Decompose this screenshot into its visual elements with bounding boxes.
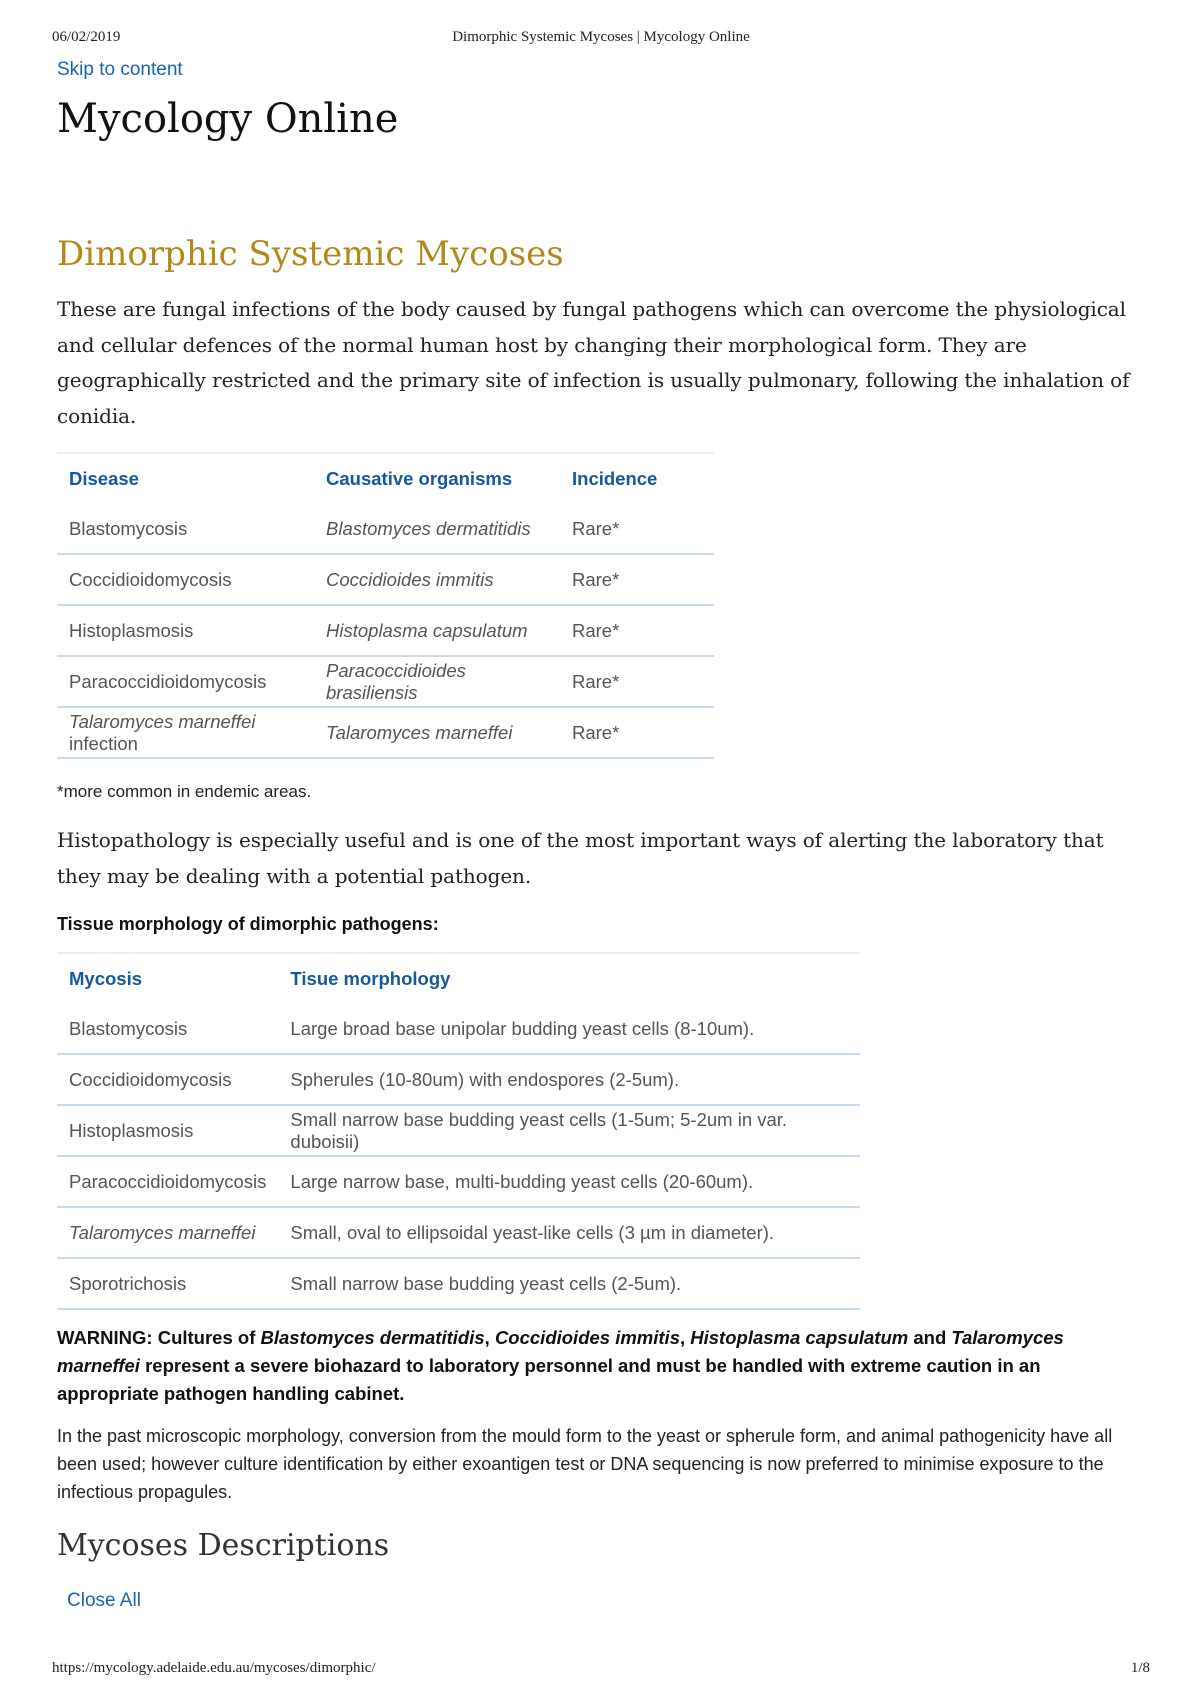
print-page-number: 1/8 — [1130, 1660, 1150, 1676]
table-row — [57, 504, 714, 554]
table-row — [57, 656, 714, 707]
disease-suffix: infection — [69, 732, 138, 754]
mycosis-cell — [57, 1207, 278, 1258]
morphology-cell: Spherules (10-80um) with endospores (2-5um). — [278, 1054, 860, 1105]
organism-name: Paracoccidioides brasiliensis — [326, 659, 466, 703]
disease-cell: Blastomycosis — [69, 517, 188, 539]
warning-organism: Coccidioides immitis — [494, 1327, 680, 1348]
table-row — [57, 1105, 860, 1156]
tissue-morphology-table — [57, 952, 860, 1310]
print-header — [52, 29, 1150, 49]
organism-name: Blastomyces dermatitidis — [326, 517, 531, 539]
mycosis-cell: Blastomycosis — [69, 1017, 188, 1039]
column-header-incidence: Incidence — [560, 453, 714, 504]
warning-organism: Talaromyces marneffei — [57, 1327, 1064, 1376]
intro-paragraph: These are fungal infections of the body caused by fungal pathogens which can overcome the physiological and cellular defences of the normal human host by changing their morphological form. They are geographically restricted and the primary site of infection is usually pulmonary, following the inhalation of conidia. — [57, 297, 1130, 428]
histopathology-paragraph: Histopathology is especially useful and is one of the most important ways of alerting the laboratory that they may be dealing with a potential pathogen. — [57, 828, 1104, 888]
disease-table — [57, 452, 714, 759]
organism-name: Histoplasma capsulatum — [326, 619, 528, 641]
organism-name: Coccidioides immitis — [326, 568, 494, 590]
column-header-morphology: Tisue morphology — [278, 953, 860, 1004]
section-title-mycoses-descriptions: Mycoses Descriptions — [57, 1528, 390, 1563]
column-header-disease: Disease — [57, 453, 314, 504]
table-row — [57, 605, 714, 656]
column-header-mycosis: Mycosis — [57, 953, 278, 1004]
table-row — [57, 1156, 860, 1207]
skip-to-content-link[interactable]: Skip to content — [57, 59, 183, 80]
warning-suffix: represent a severe biohazard to laboratory personnel and must be handled with extreme caution in an appropriate pathogen handling cabinet. — [57, 1355, 1041, 1404]
close-all-button[interactable]: Close All — [67, 1590, 141, 1611]
print-footer — [52, 1660, 1150, 1680]
incidence-cell: Rare* — [572, 517, 620, 539]
morphology-cell: Small narrow base budding yeast cells (2-5um). — [278, 1258, 860, 1309]
organism-cell — [314, 504, 560, 554]
past-methods-paragraph: In the past microscopic morphology, conversion from the mould form to the yeast or spherule form, and animal pathogenicity have all been used; however culture identification by either exoantigen test or DNA sequencing is now preferred to minimise exposure to the infectious propagules. — [57, 1426, 1113, 1502]
table-row — [57, 707, 714, 758]
incidence-cell: Rare* — [560, 554, 714, 605]
mycosis-cell: Histoplasmosis — [57, 1105, 278, 1156]
tissue-morphology-label: Tissue morphology of dimorphic pathogens: — [57, 914, 439, 934]
disease-italic-name: Talaromyces marneffei — [69, 710, 256, 732]
print-date: 06/02/2019 — [52, 29, 121, 45]
morphology-cell: Small narrow base budding yeast cells (1-5um; 5-2um in var. duboisii) — [278, 1105, 860, 1156]
organism-name: Talaromyces marneffei — [326, 721, 513, 743]
organism-cell — [314, 707, 560, 758]
morphology-cell: Large narrow base, multi-budding yeast cells (20-60um). — [278, 1156, 860, 1207]
disease-cell: Coccidioidomycosis — [57, 554, 314, 605]
print-page-title: Dimorphic Systemic Mycoses | Mycology Online — [452, 29, 750, 45]
disease-cell: Histoplasmosis — [57, 605, 314, 656]
table-row — [57, 1258, 860, 1309]
page-title: Dimorphic Systemic Mycoses — [57, 234, 564, 274]
organism-cell — [314, 605, 560, 656]
morphology-cell: Small, oval to ellipsoidal yeast-like cells (3 µm in diameter). — [278, 1207, 860, 1258]
incidence-cell: Rare* — [560, 656, 714, 707]
footnote: *more common in endemic areas. — [57, 782, 312, 801]
table-row — [57, 1207, 860, 1258]
column-header-organisms: Causative organisms — [314, 453, 560, 504]
mycosis-cell: Paracoccidioidomycosis — [57, 1156, 278, 1207]
mycosis-cell: Sporotrichosis — [57, 1258, 278, 1309]
incidence-cell: Rare* — [560, 605, 714, 656]
warning-organism: Histoplasma capsulatum — [690, 1327, 909, 1348]
mycosis-cell: Coccidioidomycosis — [57, 1054, 278, 1105]
warning-separator: and — [908, 1327, 952, 1348]
organism-cell — [314, 656, 560, 707]
morphology-cell: Large broad base unipolar budding yeast cells (8-10um). — [290, 1017, 755, 1039]
print-url: https://mycology.adelaide.edu.au/mycoses/dimorphic/ — [52, 1660, 376, 1676]
biohazard-warning — [57, 1324, 1147, 1408]
organism-cell — [314, 554, 560, 605]
main-content — [57, 56, 1147, 1612]
table-header-row — [57, 453, 714, 504]
table-row — [57, 1054, 860, 1105]
mycosis-italic-name: Talaromyces marneffei — [69, 1221, 256, 1243]
warning-separator: , — [484, 1327, 495, 1348]
table-row — [57, 554, 714, 605]
warning-organism: Blastomyces dermatitidis — [260, 1327, 485, 1348]
incidence-cell: Rare* — [560, 707, 714, 758]
warning-separator: , — [679, 1327, 691, 1348]
disease-cell — [57, 707, 314, 758]
site-title[interactable]: Mycology Online — [57, 96, 399, 142]
table-row — [57, 1004, 860, 1054]
table-header-row — [57, 953, 860, 1004]
disease-cell: Paracoccidioidomycosis — [57, 656, 314, 707]
warning-prefix: WARNING: Cultures of — [57, 1327, 261, 1348]
